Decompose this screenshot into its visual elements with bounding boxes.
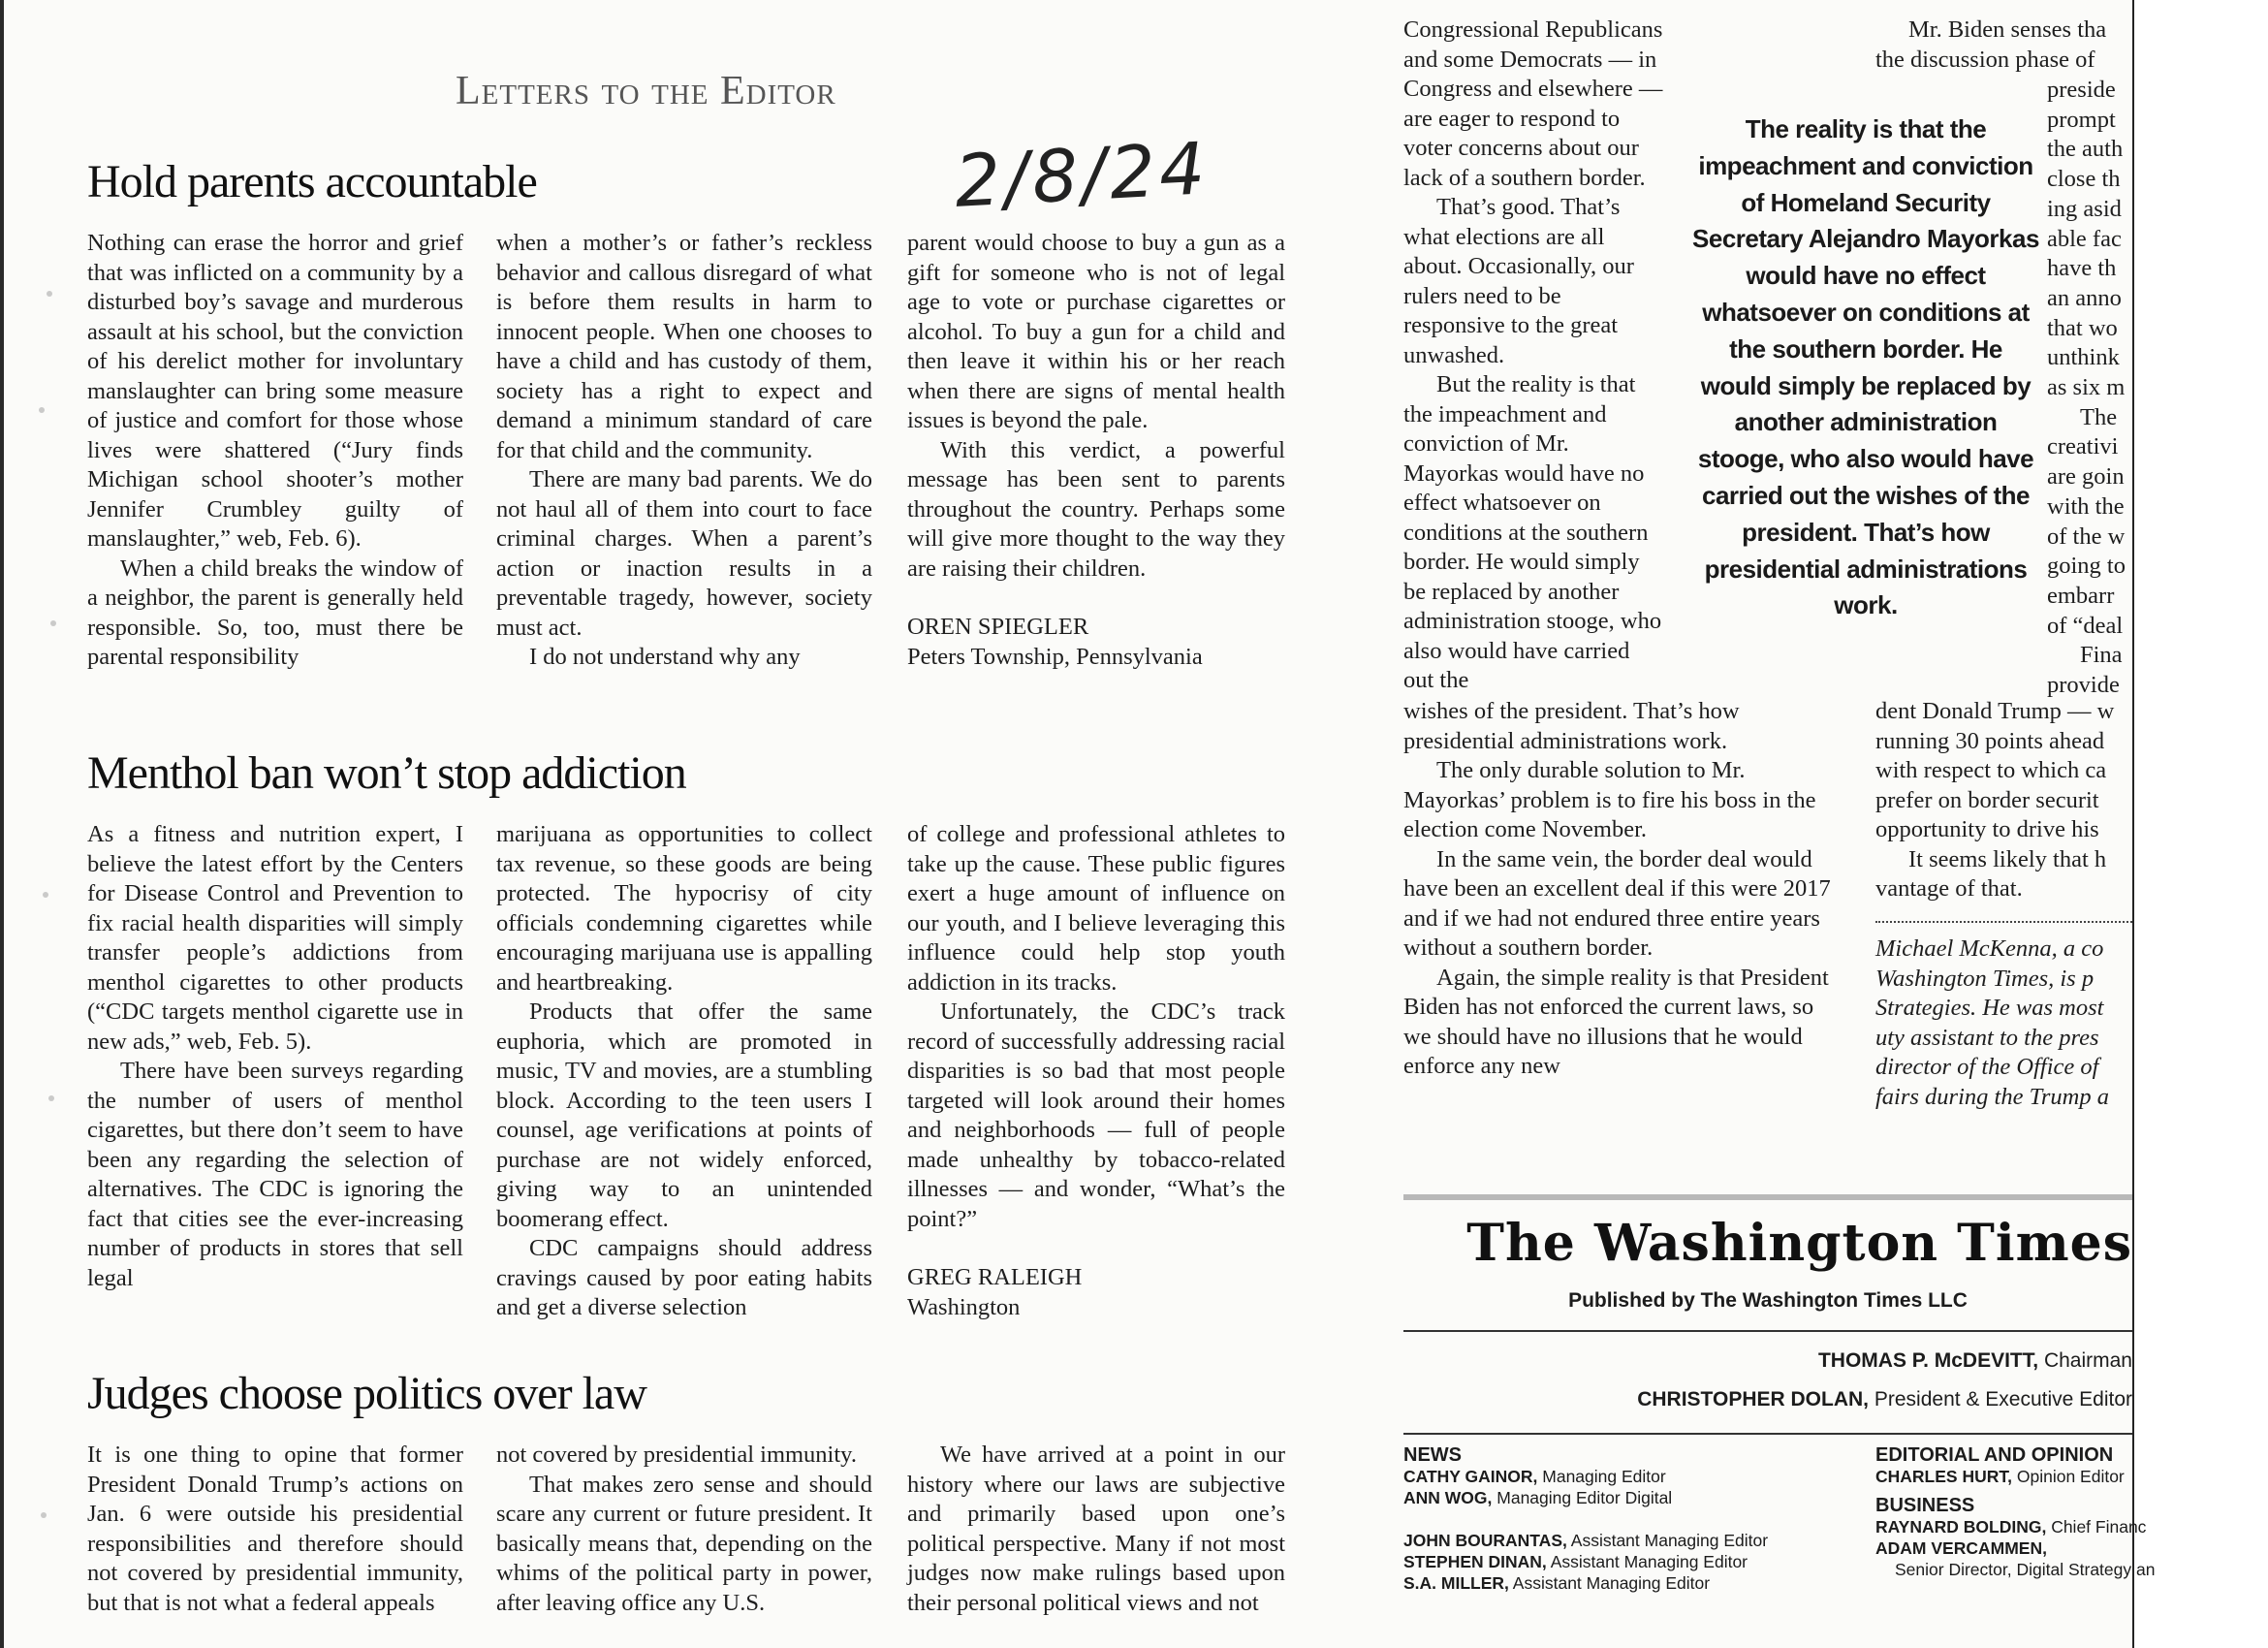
staff-title: Assistant Managing Editor [1512, 1573, 1711, 1593]
page-margin-right [2132, 0, 2268, 1648]
paragraph: There are many bad parents. We do not haul all of them into court to face criminal charges. When a parent’s action or inaction results in a preventable tragedy, however, society must act. [496, 466, 872, 641]
bio-divider [1875, 921, 2132, 923]
pull-quote: The reality is that the impeachment and conviction of Homeland Security Secretary Alejandro Mayorkas would have no effect whatsoever on conditions at the southern border. He would simply be replaced by another administration stooge, who also would have carried out the wishes of the president. That’s how presidential administrations work. [1692, 114, 2039, 620]
staff-name: CATHY GAINOR, [1403, 1467, 1538, 1486]
letter-location: Peters Township, Pennsylvania [907, 643, 1203, 670]
text-line: dent Donald Trump — w [1875, 698, 2115, 724]
text-line: Michael McKenna, a co [1875, 935, 2104, 962]
staff-entry [1403, 1466, 1830, 1487]
staff-name: RAYNARD BOLDING, [1875, 1517, 2047, 1537]
staff-divider [1403, 1433, 2132, 1435]
text-line: embarr [2047, 582, 2115, 609]
text-line: unthink [2047, 344, 2120, 371]
scan-edge-left [0, 0, 4, 1648]
staff-title: Managing Editor Digital [1496, 1488, 1673, 1507]
text-line: uty assistant to the pres [1875, 1024, 2099, 1051]
paragraph: That’s good. That’s what elections are all about. Occasionally, our rulers need to be responsive to the great unwashed. [1403, 194, 1634, 368]
officer-name: THOMAS P. McDEVITT, [1817, 1349, 2039, 1372]
chairman-line [1403, 1349, 2132, 1373]
officer-title: Chairman [2043, 1349, 2132, 1372]
editorial-staff [1875, 1444, 2156, 1580]
letter-3-column-2 [496, 1441, 872, 1615]
paragraph: When a child breaks the window of a neighbor, the parent is generally held responsible. So, too, must there be parental responsibility [87, 555, 463, 670]
paragraph: Nothing can erase the horror and grief that was inflicted on a community by a disturbed boy’s savage and murderous assault at his school, but the conviction of his derelict mother for involuntary manslaughter can bring some measure of justice and comfort for those whose lives were shattered (“Jury finds Michigan school shooter’s mother Jennifer Crumbley guilty of manslaughter,” web, Feb. 6). [87, 230, 463, 552]
text-line: prompt [2047, 106, 2116, 133]
column-b-bottom [1875, 697, 2132, 904]
staff-heading: NEWS [1403, 1444, 1462, 1466]
paragraph: There have been surveys regarding the number of users of menthol cigarettes, but there don’t seem to have been any regarding the selection of alternatives. The CDC is ignoring the fact that cities see the ever-increasing number of products in stores that sell legal [87, 1058, 463, 1291]
text-line: the discussion phase of [1875, 46, 2095, 73]
staff-entry [1403, 1487, 1830, 1508]
text-line: running 30 points ahead [1875, 727, 2105, 754]
staff-entry [1403, 1530, 1830, 1551]
text-line: vantage of that. [1875, 875, 2023, 902]
paragraph: wishes of the president. That’s how presidential administrations work. [1403, 698, 1740, 754]
text-line: of “deal [2047, 612, 2124, 639]
news-staff [1403, 1444, 1830, 1592]
text-line: able fac [2047, 225, 2122, 252]
paragraph: We have arrived at a point in our history where our laws are subjective and primarily based upon one’s political perspective. Many if not most judges now make rulings based upon their personal political views and not [907, 1442, 1285, 1616]
staff-entry [1403, 1551, 1830, 1572]
letter-1-column-2 [496, 229, 872, 673]
staff-name: S.A. MILLER, [1403, 1573, 1509, 1593]
column-b-clipped [2047, 76, 2132, 701]
text-line: fairs during the Trump a [1875, 1083, 2109, 1110]
text-line: are goin [2047, 463, 2125, 491]
text-line: going to [2047, 553, 2126, 580]
paragraph: not covered by presidential immunity. [496, 1442, 857, 1468]
staff-title: Opinion Editor [2016, 1467, 2125, 1486]
letter-3-column-3 [907, 1441, 1285, 1615]
staff-entry [1403, 1572, 1830, 1592]
text-line: Mr. Biden senses tha [1908, 16, 2107, 43]
staff-entry [1875, 1537, 2132, 1559]
text-line: opportunity to drive his [1875, 816, 2099, 842]
author-bio [1875, 935, 2132, 1112]
staff-title: Senior Director, Digital Strategy an [1895, 1560, 2156, 1579]
text-line: of the w [2047, 523, 2126, 550]
text-line: that wo [2047, 314, 2118, 341]
paragraph: The only durable solution to Mr. Mayorkas’ problem is to fire his boss in the election come November. [1403, 757, 1816, 842]
text-line: ing asid [2047, 195, 2122, 222]
text-line: as six m [2047, 374, 2126, 401]
paragraph: I do not understand why any [529, 644, 801, 670]
paragraph: In the same vein, the border deal would have been an excellent deal if this were 2017 and if we had not endured three entire years without a southern border. [1403, 845, 1831, 961]
text-line: have th [2047, 255, 2117, 282]
staff-name: CHARLES HURT, [1875, 1467, 2012, 1486]
staff-entry [1875, 1516, 2147, 1537]
column-a-top [1403, 16, 1665, 696]
staff-title: Chief Financ [2051, 1517, 2147, 1537]
paragraph: Again, the simple reality is that President Biden has not enforced the current laws, so we should have no illusions that he would enforce any new [1403, 964, 1829, 1079]
text-line: close th [2047, 166, 2121, 193]
paragraph: parent would choose to buy a gun as a gift for someone who is not of legal age to vote or purchase cigarettes or alcohol. To buy a gun for a child and then leave it within his or her reach when there are signs of mental health issues is beyond the pale. [907, 230, 1285, 433]
publisher-line: Published by The Washington Times LLC [1568, 1289, 1968, 1312]
letter-author: GREG RALEIGH [907, 1264, 1083, 1290]
letter-location: Washington [907, 1293, 1021, 1320]
paragraph: But the reality is that the impeachment and conviction of Mr. Mayorkas would have no effect whatsoever on conditions at the southern border. He would simply be replaced by another administration stooge, who also would have carried out the [1403, 371, 1662, 693]
letter-2-column-2 [496, 820, 872, 1323]
letter-2-headline: Menthol ban won’t stop addiction [87, 747, 686, 799]
text-line: director of the Office of [1875, 1054, 2099, 1080]
letter-1-column-3 [907, 229, 1285, 672]
text-line: creativi [2047, 433, 2119, 460]
paragraph: That makes zero sense and should scare any current or future president. It basically means that, depending on the whims of the political party in power, after leaving office any U.S. [496, 1471, 872, 1616]
paragraph: Congressional Republicans and some Democrats — in Congress and elsewhere — are eager to respond to voter concerns about our lack of a southern border. [1403, 16, 1663, 191]
paragraph: marijuana as opportunities to collect tax revenue, so these goods are being protected. The hypocrisy of city officials condemning cigarettes while encouraging marijuana use is appalling and heartbreaking. [496, 821, 872, 996]
staff-title: Assistant Managing Editor [1570, 1531, 1769, 1550]
text-line: with the [2047, 492, 2125, 520]
text-line: Washington Times, is p [1875, 965, 2095, 992]
staff-entry [1875, 1466, 2132, 1487]
letter-author: OREN SPIEGLER [907, 614, 1089, 640]
text-line: The [2080, 403, 2118, 430]
officer-name: CHRISTOPHER DOLAN, [1637, 1388, 1870, 1410]
handwritten-date: 2/8/24 [952, 127, 1212, 224]
paragraph: It is one thing to opine that former President Donald Trump’s actions on Jan. 6 were outside his presidential responsibilities and therefore should not covered by presidential immunity, but that is not what a federal appeals [87, 1442, 463, 1616]
text-line: Strategies. He was most [1875, 995, 2104, 1021]
column-a-bottom [1403, 697, 1838, 1082]
paragraph: With this verdict, a powerful message has been sent to parents throughout the country. Perhaps some will give more thought to the way they are raising their children. [907, 436, 1285, 582]
letter-2-column-3 [907, 820, 1285, 1322]
letter-1-headline: Hold parents accountable [87, 156, 537, 207]
paragraph: As a fitness and nutrition expert, I believe the latest effort by the Centers for Disease Control and Prevention to fix racial health disparities will simply transfer people’s addictions from menthol cigarettes to other products (“CDC targets menthol cigarette use in new ads,” web, Feb. 5). [87, 821, 463, 1055]
paragraph: of college and professional athletes to take up the cause. These public figures exert a huge amount of influence on our youth, and I believe leveraging this influence could help stop youth addiction in its tracks. [907, 821, 1285, 996]
text-line: It seems likely that h [1908, 845, 2107, 872]
paragraph: when a mother’s or father’s reckless behavior and callous disregard of what is before them results in harm to innocent people. When one chooses to have a child and has custody of them, society has a right to expect and demand a minimum standard of care for that child and the community. [496, 230, 872, 463]
staff-heading: EDITORIAL AND OPINION [1875, 1444, 2114, 1466]
staff-title: Managing Editor [1542, 1467, 1666, 1486]
section-label: Letters to the Editor [456, 69, 836, 113]
officer-title: President & Executive Editor [1874, 1388, 2132, 1410]
text-line: preside [2047, 77, 2116, 103]
staff-name: ADAM VERCAMMEN, [1875, 1538, 2047, 1558]
staff-heading: BUSINESS [1875, 1495, 1975, 1516]
masthead-divider [1403, 1330, 2132, 1332]
text-line: prefer on border securit [1875, 786, 2099, 813]
paragraph: CDC campaigns should address cravings caused by poor eating habits and get a diverse selection [496, 1235, 872, 1320]
staff-title: Assistant Managing Editor [1550, 1552, 1748, 1571]
letter-3-column-1 [87, 1441, 463, 1615]
letter-1-column-1 [87, 229, 463, 673]
letter-2-column-1 [87, 820, 463, 1293]
letter-3-headline: Judges choose politics over law [87, 1368, 646, 1419]
staff-name: STEPHEN DINAN, [1403, 1552, 1547, 1571]
staff-name: ANN WOG, [1403, 1488, 1493, 1507]
text-line: an anno [2047, 284, 2122, 311]
column-b-top [1875, 16, 2132, 75]
masthead-rule [1403, 1194, 2132, 1200]
paragraph: Unfortunately, the CDC’s track record of successfully addressing racial disparities is so bad that most people targeted will look around their homes and neighborhoods — full of people made unhealthy by tobacco-related illnesses — and wonder, “What’s the point?” [907, 998, 1285, 1232]
text-line: provide [2047, 672, 2120, 699]
text-line: Fina [2080, 642, 2123, 669]
paragraph: Products that offer the same euphoria, which are promoted in music, TV and movies, are a stumbling block. According to the teen users I counsel, age verifications at points of purchase are not widely enforced, giving way to an unintended boomerang effect. [496, 998, 872, 1232]
president-line [1403, 1388, 2132, 1411]
staff-name: JOHN BOURANTAS, [1403, 1531, 1567, 1550]
text-line: with respect to which ca [1875, 757, 2107, 783]
text-line: the auth [2047, 136, 2124, 163]
masthead-logo: The Washington Times [1466, 1214, 2132, 1273]
